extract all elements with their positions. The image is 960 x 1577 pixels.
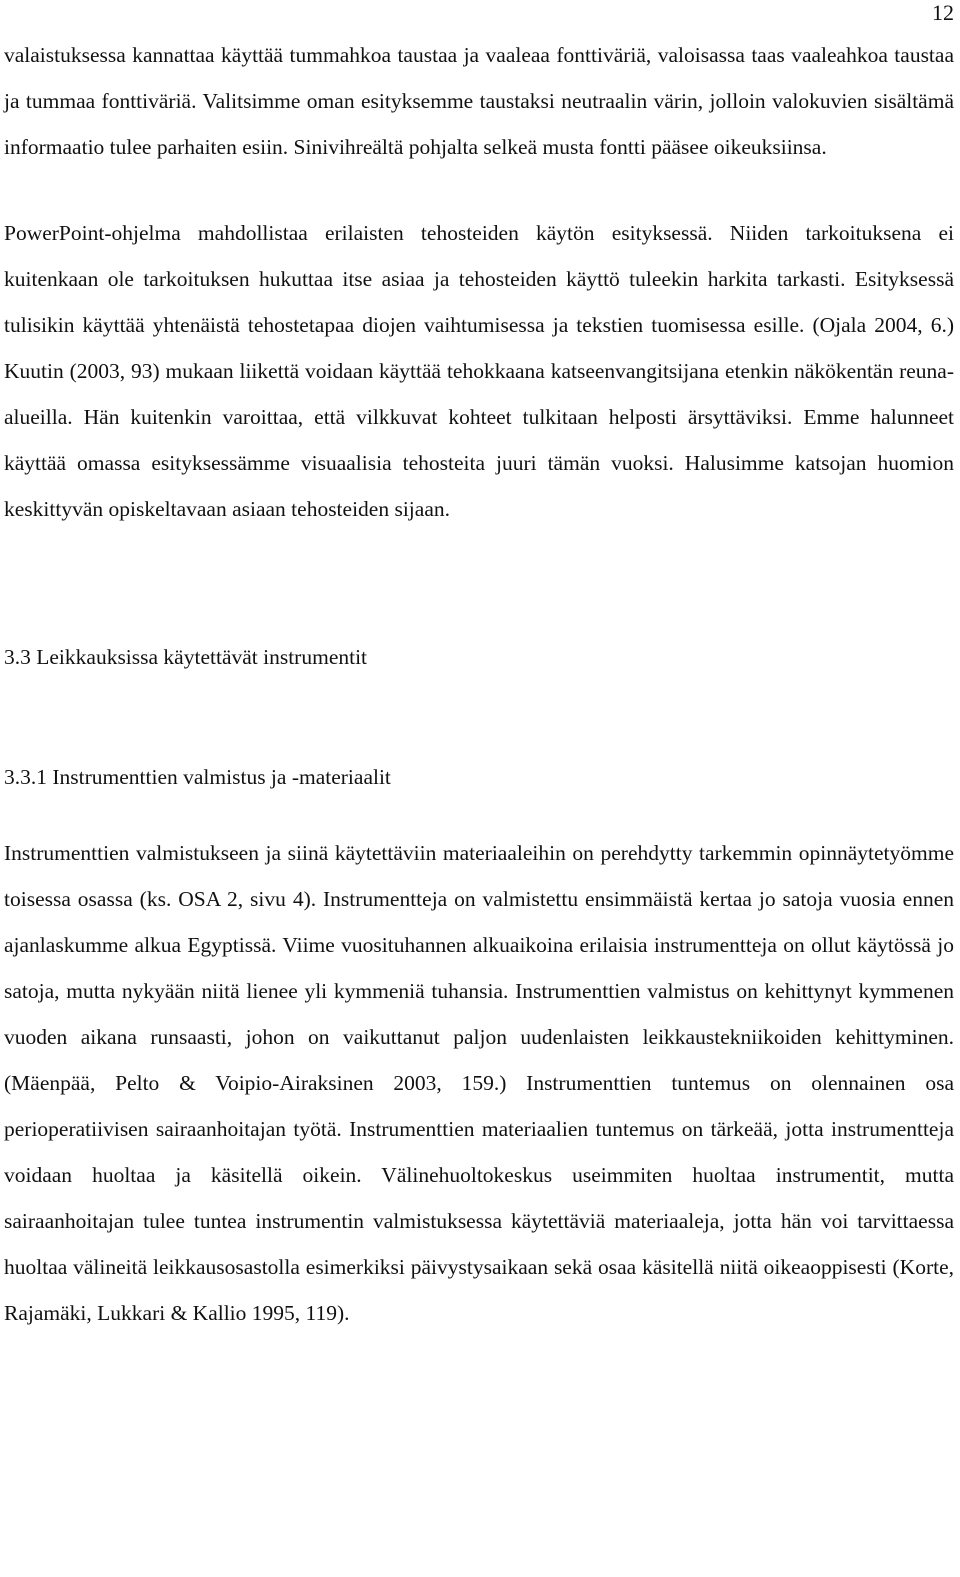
section-heading: 3.3 Leikkauksissa käytettävät instrumentit: [4, 645, 368, 669]
paragraph-instrument-manufacturing: Instrumenttien valmistukseen ja siinä käytettäviin materiaaleihin on perehdytty tarkemmin opinnäytetyömme toisessa osassa (ks. OSA 2, sivu 4). Instrumentteja on valmistettu ensimmäistä kertaa jo satoja vuosia ennen ajanlaskumme alkua Egyptissä. Viime vuosituhannen alkuaikoina erilaisia instrumentteja on ollut käytössä jo satoja, mutta nykyään niitä lienee yli kymmeniä tuhansia. Instrumenttien valmistus on kehittynyt kymmenen vuoden aikana runsaasti, johon on vaikuttanut paljon uudenlaisten leikkaustekniikoiden kehittyminen. (Mäenpää, Pelto & Voipio-Airaksinen 2003, 159.) Instrumenttien tuntemus on olennainen osa perioperatiivisen sairaanhoitajan työtä. Instrumenttien materiaalien tuntemus on tärkeää, jotta instrumentteja voidaan huoltaa ja käsitellä oikein. Välinehuoltokeskus useimmiten huoltaa instrumentit, mutta sairaanhoitajan tulee tuntea instrumentin valmistuksessa käytettäviä materiaaleja, jotta hän voi tarvittaessa huoltaa välineitä leikkausosastolla esimerkiksi päivystysaikaan sekä osaa käsitellä niitä oikeaoppisesti (Korte, Rajamäki, Lukkari & Kallio 1995, 119).: [4, 841, 954, 1325]
subsection-heading: 3.3.1 Instrumenttien valmistus ja -materiaalit: [4, 765, 391, 789]
paragraph-background-colors: valaistuksessa kannattaa käyttää tummahkoa taustaa ja vaaleaa fonttiväriä, valoisassa taas vaaleahkoa taustaa ja tummaa fonttiväriä. Valitsimme oman esityksemme taustaksi neutraalin värin, jolloin valokuvien sisältämä informaatio tulee parhaiten esiin. Sinivihreältä pohjalta selkeä musta fontti pääsee oikeuksiinsa.: [4, 43, 954, 159]
page-number: 12: [932, 0, 954, 25]
page-content: [4, 32, 954, 1336]
paragraph-powerpoint-effects: PowerPoint-ohjelma mahdollistaa erilaisten tehosteiden käytön esityksessä. Niiden tarkoituksena ei kuitenkaan ole tarkoituksen hukuttaa itse asiaa ja tehosteiden käyttö tuleekin harkita tarkasti. Esityksessä tulisikin käyttää yhtenäistä tehostetapaa diojen vaihtumisessa ja tekstien tuomisessa esille. (Ojala 2004, 6.) Kuutin (2003, 93) mukaan liikettä voidaan käyttää tehokkaana katseenvangitsijana etenkin näkökentän reuna-alueilla. Hän kuitenkin varoittaa, että vilkkuvat kohteet tulkitaan helposti ärsyttäviksi. Emme halunneet käyttää omassa esityksessämme visuaalisia tehosteita juuri tämän vuoksi. Halusimme katsojan huomion keskittyvän opiskeltavaan asiaan tehosteiden sijaan.: [4, 221, 954, 521]
